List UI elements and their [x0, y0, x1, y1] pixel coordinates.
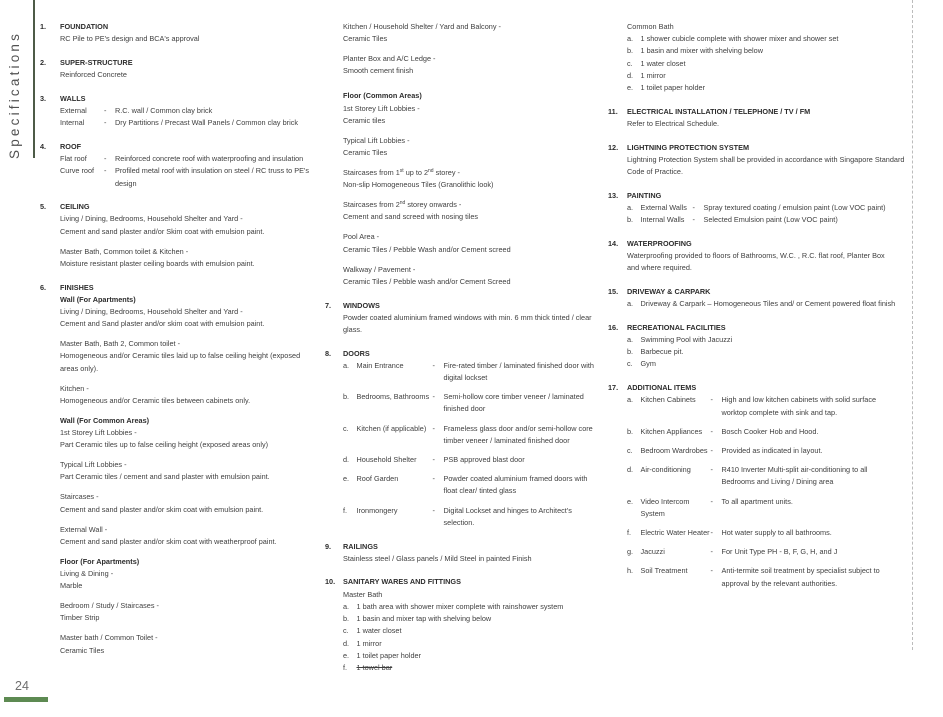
spec-row [343, 360, 603, 384]
row-letter: a. [627, 395, 634, 405]
spec-section-heading [40, 141, 325, 153]
spec-row [343, 423, 603, 447]
spec-section-heading [40, 201, 325, 213]
spec-section-heading [40, 93, 325, 105]
row-label: Electric Water Heater [640, 528, 710, 537]
section-number: 7. [325, 300, 332, 310]
row-dash: - [432, 392, 435, 402]
spacer [325, 78, 603, 83]
row-letter: g. [627, 547, 634, 557]
row-letter: h. [627, 566, 634, 576]
spec-section-heading [325, 541, 603, 553]
row-label: Internal Walls [640, 215, 685, 225]
item-letter: e. [627, 83, 634, 93]
spec-paragraph: Kitchen - Homogeneous and/or Ceramic tiles between cabinets only. [60, 383, 251, 405]
spec-section-heading [608, 190, 920, 202]
spec-row [627, 464, 920, 488]
row-dash: - [692, 202, 695, 212]
row-dash: - [432, 474, 435, 484]
row-desc: Dry Partitions / Precast Wall Panels / Common clay brick [115, 118, 299, 128]
item-letter: a. [343, 601, 350, 611]
spec-row [627, 202, 920, 214]
spec-subheading: Wall (For Common Areas) [60, 415, 150, 425]
item-text: 1 bath area with shower mixer complete with rainshower system [356, 601, 564, 611]
spec-paragraph: Living / Dining, Bedrooms, Household Shelter and Yard - Cement and Sand plaster and/or skim coat with emulsion paint. [60, 306, 265, 329]
row-letter: b. [627, 426, 634, 436]
row-letter: c. [343, 423, 349, 433]
item-text: 1 mirror [356, 638, 382, 648]
spec-section-heading [608, 106, 920, 118]
row-desc: Profiled metal roof with insulation on steel / RC truss to PE's design [115, 166, 310, 188]
item-letter: b. [627, 46, 634, 56]
row-letter: d. [343, 455, 350, 465]
item-text: 1 shower cubicle complete with shower mixer and shower set [640, 34, 839, 44]
spec-subheading: Floor (Common Areas) [343, 91, 422, 101]
spec-row [627, 565, 920, 589]
row-desc: Selected Emulsion paint (Low VOC paint) [703, 215, 838, 225]
page-number: 24 [15, 679, 29, 693]
row-desc: Bosch Cooker Hob and Hood. [721, 426, 819, 436]
row-desc: Powder coated aluminium framed doors with float clear/ tinted glass [443, 474, 588, 496]
list-item [343, 650, 603, 662]
row-desc: Hot water supply to all bathrooms. [721, 528, 832, 537]
row-desc: Frameless glass door and/or semi-hollow core timber veneer / laminated finished door [443, 423, 593, 445]
section-number: 8. [325, 348, 332, 358]
row-desc: Anti-termite soil treatment by specialist subject to approval by the relevant authorities. [721, 566, 880, 588]
spec-paragraph: Master Bath [343, 589, 383, 599]
spec-row [627, 496, 920, 520]
spec-paragraph: Staircases from 2nd storey onwards - Cement and sand screed with nosing tiles [343, 200, 479, 222]
section-title: RECREATIONAL FACILITIES [627, 322, 726, 332]
spec-row [343, 391, 603, 415]
spec-paragraph: Common Bath [627, 22, 674, 31]
row-label: External [60, 106, 87, 116]
list-item [627, 70, 920, 82]
spec-paragraph: 1st Storey Lift Lobbies - Ceramic tiles [343, 103, 420, 125]
page-number-accent-bar [4, 697, 48, 702]
spec-row [343, 454, 603, 466]
item-text: 1 toilet paper holder [356, 650, 421, 660]
row-desc: For Unit Type PH - B, F, G, H, and J [721, 547, 838, 557]
spec-paragraph: Stainless steel / Glass panels / Mild Steel in painted Finish [343, 553, 532, 563]
list-item [343, 638, 603, 650]
section-number: 13. [608, 190, 619, 200]
section-title: ELECTRICAL INSTALLATION / TELEPHONE / TV / FM [627, 106, 811, 116]
section-number: 6. [40, 282, 47, 292]
spec-row [60, 153, 325, 165]
row-label: Air-conditioning [640, 465, 691, 475]
spec-row [627, 546, 920, 558]
item-letter: f. [343, 662, 348, 672]
section-number: 10. [325, 577, 336, 587]
spec-paragraph: External Wall - Cement and sand plaster and/or skim coat with weatherproof paint. [60, 524, 277, 546]
spec-paragraph: Master Bath, Common toilet & Kitchen - Moisture resistant plaster ceiling boards with emulsion paint. [60, 246, 255, 268]
row-desc: To all apartment units. [721, 496, 793, 506]
spec-paragraph: Refer to Electrical Schedule. [627, 118, 720, 128]
section-title: DRIVEWAY & CARPARK [627, 286, 711, 296]
sidebar-accent-line [33, 0, 35, 158]
item-text: 1 toilet paper holder [640, 83, 705, 93]
row-desc: Reinforced concrete roof with waterproofing and insulation [115, 154, 304, 164]
item-letter: a. [627, 335, 634, 345]
sidebar-vertical-label: Specifications [7, 30, 22, 159]
row-dash: - [432, 505, 435, 515]
row-desc: R410 Inverter Multi-split air-conditioning to all Bedrooms and Living / Dining area [721, 465, 868, 487]
row-label: Internal [60, 118, 85, 128]
row-desc: Provided as indicated in layout. [721, 445, 823, 455]
row-label: Kitchen (if applicable) [356, 423, 427, 433]
spec-paragraph: Powder coated aluminium framed windows with min. 6 mm thick tinted / clear glass. [343, 312, 592, 334]
section-title: WALLS [60, 93, 86, 103]
spec-paragraph: Waterproofing provided to floors of Bathrooms, W.C. , R.C. flat roof, Planter Box and where required. [627, 251, 885, 273]
row-dash: - [104, 106, 107, 116]
row-label: Kitchen Cabinets [640, 395, 696, 405]
list-item [627, 45, 920, 57]
section-title: SUPER-STRUCTURE [60, 57, 133, 67]
item-letter: a. [627, 299, 634, 309]
section-title: RAILINGS [343, 541, 378, 551]
item-letter: d. [627, 70, 634, 80]
item-letter: c. [343, 626, 349, 636]
row-dash: - [710, 566, 713, 576]
row-dash: - [104, 154, 107, 164]
section-number: 5. [40, 202, 47, 212]
item-letter: c. [627, 359, 633, 369]
section-number: 17. [608, 383, 619, 393]
row-dash: - [710, 465, 713, 475]
superscript: nd [399, 200, 406, 207]
row-desc: PSB approved blast door [443, 455, 525, 465]
list-item [627, 298, 920, 310]
spec-paragraph: Kitchen / Household Shelter / Yard and Balcony - Ceramic Tiles [343, 22, 501, 44]
item-letter: c. [627, 58, 633, 68]
spec-row [60, 165, 325, 189]
item-letter: b. [343, 614, 350, 624]
item-text: Gym [640, 359, 656, 369]
spec-paragraph: Reinforced Concrete [60, 70, 127, 80]
spec-paragraph: Typical Lift Lobbies - Ceramic Tiles [343, 135, 410, 158]
spec-section-heading [40, 282, 325, 294]
section-number: 1. [40, 22, 47, 31]
row-dash: - [710, 496, 713, 506]
spec-row [627, 394, 920, 418]
row-dash: - [104, 118, 107, 128]
spec-column-right [608, 21, 920, 590]
item-letter: b. [627, 347, 634, 357]
spec-paragraph: Walkway / Pavement - Ceramic Tiles / Pebble wash and/or Cement Screed [343, 264, 511, 286]
row-letter: e. [343, 474, 350, 484]
item-text: 1 water closet [640, 58, 686, 68]
right-dotted-divider [912, 0, 913, 650]
section-number: 4. [40, 141, 47, 151]
list-item [627, 58, 920, 70]
spec-column-middle [325, 21, 603, 674]
spec-paragraph: 1st Storey Lift Lobbies - Part Ceramic tiles up to false ceiling height (exposed areas only) [60, 427, 269, 450]
row-dash: - [710, 426, 713, 436]
row-label: Household Shelter [356, 455, 417, 465]
spec-paragraph: Bedroom / Study / Staircases - Timber Strip [60, 601, 159, 623]
row-label: Soil Treatment [640, 566, 688, 576]
section-title: SANITARY WARES AND FITTINGS [343, 577, 461, 587]
spec-paragraph: Master bath / Common Toilet - Ceramic Tiles [60, 633, 158, 655]
spec-row [627, 426, 920, 438]
section-title: WINDOWS [343, 300, 380, 310]
row-letter: b. [627, 215, 634, 225]
spec-paragraph: Typical Lift Lobbies - Part Ceramic tiles / cement and sand plaster with emulsion paint. [60, 460, 270, 482]
section-title: WATERPROOFING [627, 238, 692, 248]
item-text: Swimming Pool with Jacuzzi [640, 335, 733, 345]
row-label: Bedrooms, Bathrooms [356, 392, 430, 402]
row-label: Roof Garden [356, 474, 399, 484]
section-title: DOORS [343, 348, 370, 358]
row-dash: - [432, 360, 435, 370]
row-label: Video Intercom System [640, 496, 690, 518]
spec-section-heading [608, 286, 920, 298]
spec-paragraph: Pool Area - Ceramic Tiles / Pebble Wash and/or Cement screed [343, 232, 511, 254]
section-number: 2. [40, 57, 47, 67]
row-letter: c. [627, 445, 633, 455]
spec-paragraph: RC Pile to PE's design and BCA's approval [60, 34, 200, 44]
row-dash: - [432, 423, 435, 433]
spec-row [60, 117, 325, 129]
section-title: CEILING [60, 202, 90, 212]
section-title: FINISHES [60, 282, 94, 292]
item-text: 1 water closet [356, 626, 402, 636]
item-text: Driveway & Carpark – Homogeneous Tiles and/ or Cement powered float finish [640, 299, 896, 309]
section-number: 16. [608, 322, 619, 332]
superscript: st [399, 168, 404, 175]
row-dash: - [692, 215, 695, 225]
row-dash: - [710, 395, 713, 405]
list-item [627, 334, 920, 346]
row-label: Curve roof [60, 166, 95, 176]
row-label: Flat roof [60, 154, 87, 164]
row-desc: Fire-rated timber / laminated finished door with digital lockset [443, 360, 594, 383]
item-letter: a. [627, 34, 634, 44]
section-number: 15. [608, 286, 619, 296]
spec-row [60, 105, 325, 117]
spec-row [343, 473, 603, 497]
section-number: 3. [40, 93, 47, 103]
item-letter: e. [343, 650, 350, 660]
section-number: 14. [608, 238, 619, 248]
row-letter: f. [627, 528, 632, 537]
row-dash: - [432, 455, 435, 465]
list-item [343, 601, 603, 613]
section-number: 11. [608, 106, 618, 116]
spec-section-heading [608, 382, 920, 394]
list-item [627, 33, 920, 45]
list-item [627, 82, 920, 94]
spec-section-heading [40, 21, 325, 33]
row-label: External Walls [640, 202, 687, 212]
spec-row [627, 445, 920, 457]
list-item [343, 613, 603, 625]
spec-row [343, 505, 603, 529]
row-letter: f. [343, 505, 348, 515]
spec-row [627, 527, 920, 539]
list-item [627, 358, 920, 370]
section-title: PAINTING [627, 190, 662, 200]
row-dash: - [710, 528, 713, 537]
row-letter: b. [343, 392, 350, 402]
spec-section-heading [40, 57, 325, 69]
row-label: Ironmongery [356, 505, 398, 515]
spec-paragraph: Staircases - Cement and sand plaster and/or skim coat with emulsion paint. [60, 492, 264, 514]
item-text: 1 basin and mixer with shelving below [640, 46, 763, 56]
row-desc: Semi-hollow core timber veneer / laminated finished door [443, 392, 584, 414]
row-dash: - [104, 166, 107, 176]
spec-paragraph: Living & Dining - Marble [60, 568, 114, 591]
spec-paragraph: Living / Dining, Bedrooms, Household Shelter and Yard - Cement and sand plaster and/or Skim coat with emulsion paint. [60, 214, 265, 236]
row-desc: Spray textured coating / emulsion paint (Low VOC paint) [703, 202, 886, 212]
row-desc: R.C. wall / Common clay brick [115, 106, 213, 116]
row-label: Kitchen Appliances [640, 426, 703, 436]
row-letter: e. [627, 496, 634, 506]
row-dash: - [710, 547, 713, 557]
row-label: Bedroom Wardrobes [640, 445, 708, 455]
item-text: 1 mirror [640, 70, 666, 80]
row-desc: Digital Lockset and hinges to Architect's selection. [443, 505, 572, 527]
spec-paragraph: Lightning Protection System shall be provided in accordance with Singapore Standard Code of Practice. [627, 154, 905, 177]
spec-section-heading [608, 238, 920, 250]
superscript: nd [428, 168, 434, 175]
section-title: LIGHTNING PROTECTION SYSTEM [627, 142, 750, 152]
row-letter: d. [627, 465, 634, 475]
list-item [343, 625, 603, 637]
spec-subheading: Floor (For Apartments) [60, 556, 140, 566]
section-title: ADDITIONAL ITEMS [627, 383, 697, 393]
spec-section-heading [325, 300, 603, 312]
section-number: 9. [325, 541, 332, 551]
spec-paragraph: Planter Box and A/C Ledge - Smooth cement finish [343, 54, 436, 76]
row-label: Jacuzzi [640, 547, 665, 557]
spec-paragraph: Staircases from 1st up to 2nd storey - Non-slip Homogeneous Tiles (Granolithic look) [343, 168, 494, 190]
row-label: Main Entrance [356, 360, 404, 370]
row-dash: - [710, 445, 713, 455]
list-item [343, 662, 603, 674]
spec-section-heading [608, 142, 920, 154]
item-text: 1 towel bar [356, 662, 393, 672]
spec-paragraph: Master Bath, Bath 2, Common toilet - Homogeneous and/or Ceramic tiles laid up to false ceiling height (exposed areas only). [60, 339, 301, 373]
item-text: Barbecue pit. [640, 347, 684, 357]
section-number: 12. [608, 142, 619, 152]
spec-section-heading [608, 322, 920, 334]
spec-row [627, 214, 920, 226]
row-letter: a. [627, 202, 634, 212]
item-text: 1 basin and mixer tap with shelving below [356, 614, 492, 624]
row-desc: High and low kitchen cabinets with solid surface worktop complete with sink and tap. [721, 395, 877, 417]
row-letter: a. [343, 360, 350, 370]
spec-column-left [40, 21, 325, 657]
list-item [627, 346, 920, 358]
spec-subheading: Wall (For Apartments) [60, 294, 136, 304]
spec-section-heading [325, 576, 603, 588]
section-title: ROOF [60, 141, 82, 151]
spec-section-heading [325, 348, 603, 360]
item-letter: d. [343, 638, 350, 648]
section-title: FOUNDATION [60, 22, 109, 31]
